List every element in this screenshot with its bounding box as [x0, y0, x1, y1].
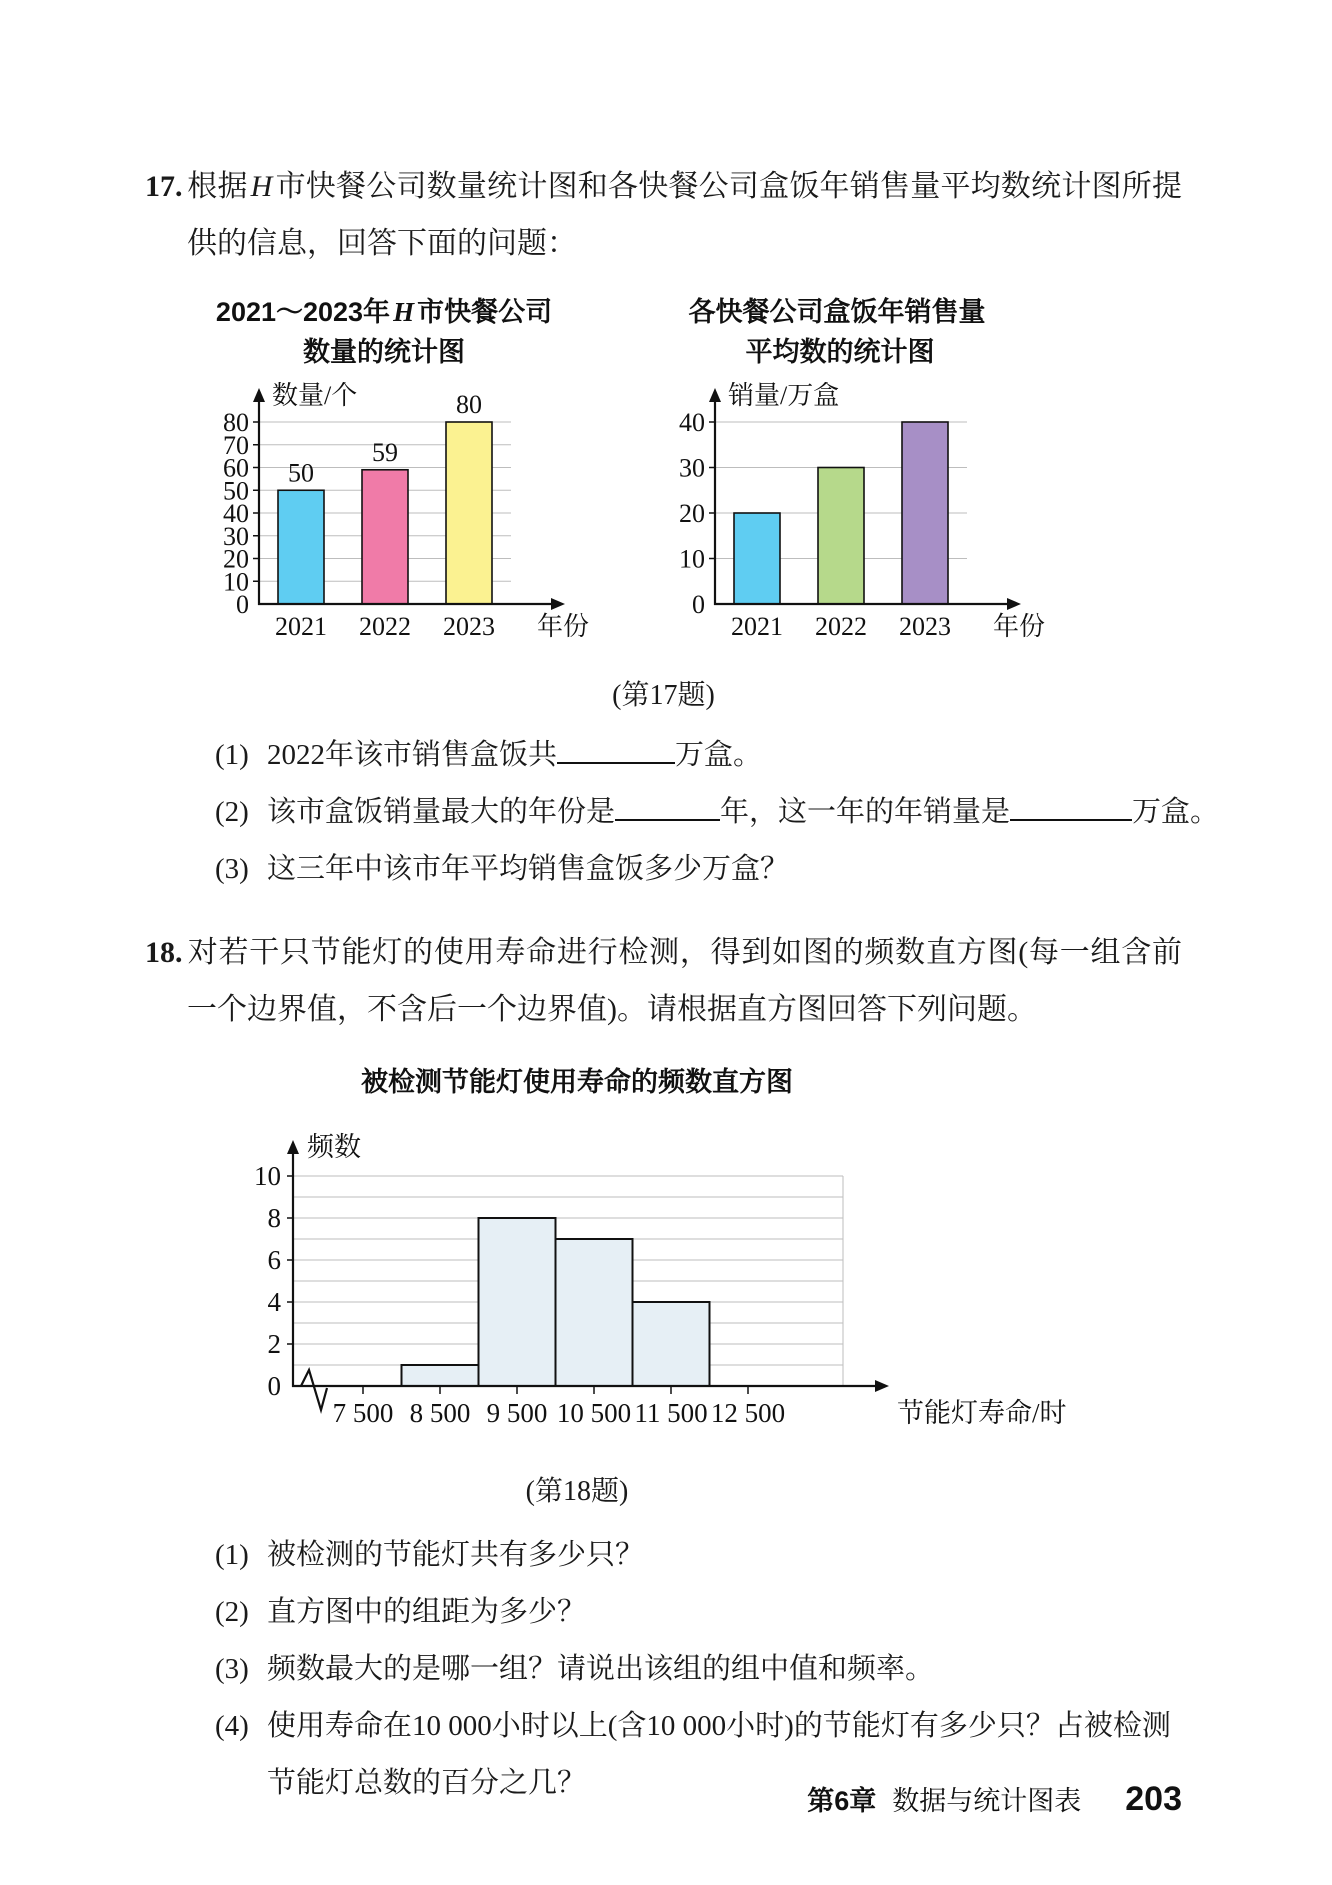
- svg-text:年份: 年份: [537, 612, 590, 641]
- problem-17-variable: H: [250, 170, 273, 203]
- svg-text:60: 60: [223, 453, 249, 483]
- svg-text:30: 30: [679, 453, 705, 483]
- answer-blank: [1010, 816, 1132, 821]
- svg-text:59: 59: [372, 437, 398, 467]
- svg-text:0: 0: [236, 590, 249, 619]
- svg-text:9 500: 9 500: [486, 1398, 548, 1428]
- lifespan-histogram: [237, 1114, 1182, 1463]
- answer-blank: [557, 759, 675, 764]
- svg-text:50: 50: [288, 458, 314, 488]
- svg-text:40: 40: [223, 499, 249, 528]
- svg-text:2023: 2023: [443, 612, 495, 641]
- svg-text:8: 8: [267, 1203, 281, 1233]
- problem-17-charts: [203, 292, 1182, 663]
- figure-avg-sales: [659, 292, 1071, 663]
- svg-text:0: 0: [692, 590, 705, 619]
- svg-text:80: 80: [456, 390, 482, 419]
- question-17-1: (1) 2022年该市销售盒饭共 万盒。: [215, 739, 763, 771]
- avg-sales-bar-chart: [659, 382, 1071, 663]
- svg-text:50: 50: [223, 476, 249, 506]
- problem-17-intro: [145, 158, 1182, 272]
- svg-text:40: 40: [679, 408, 705, 437]
- histogram-title: 被检测节能灯使用寿命的频数直方图: [361, 1067, 793, 1097]
- question-18-1: (1) 被检测的节能灯共有多少只？: [215, 1539, 645, 1571]
- svg-text:10: 10: [254, 1161, 281, 1191]
- question-17-3: (3) 这三年中该市年平均销售盒饭多少万盒？: [215, 853, 790, 885]
- figure-caption-18: (第18题): [525, 1476, 629, 1507]
- svg-text:11 500: 11 500: [634, 1398, 708, 1428]
- problem-18: [145, 924, 1182, 1812]
- problem-17-intro-post: 市快餐公司数量统计图和各快餐公司盒饭年销售量平均数统计图所提供的信息，回答下面的问题：: [187, 170, 1183, 260]
- page-number: 203: [1125, 1780, 1182, 1818]
- svg-text:4: 4: [267, 1287, 281, 1317]
- problem-17: [145, 158, 1220, 898]
- svg-text:30: 30: [223, 521, 249, 551]
- svg-text:2: 2: [267, 1329, 281, 1359]
- question-18-3: (3) 频数最大的是哪一组？请说出该组的组中值和频率。: [215, 1653, 935, 1685]
- svg-text:数量/个: 数量/个: [272, 382, 358, 410]
- chart-title-company-count: 2021～2023年 H 市快餐公司 数量的统计图: [215, 297, 553, 367]
- svg-text:20: 20: [223, 544, 249, 574]
- problem-17-intro-pre: 根据: [187, 170, 248, 203]
- svg-text:2022: 2022: [359, 612, 411, 641]
- page-footer: [807, 1779, 1182, 1819]
- svg-text:80: 80: [223, 408, 249, 437]
- svg-text:频数: 频数: [307, 1132, 361, 1162]
- problem-18-number: 18.: [145, 936, 183, 969]
- question-18-4: (4) 使用寿命在10 000小时以上(含10 000小时)的节能灯有多少只？占被检测节能灯总数的百分之几？: [215, 1710, 1171, 1799]
- answer-blank: [615, 816, 720, 821]
- chart-title-avg-sales: 各快餐公司盒饭年销售量 平均数的统计图: [688, 297, 986, 367]
- svg-text:销量/万盒: 销量/万盒: [728, 382, 840, 410]
- svg-text:10 500: 10 500: [556, 1398, 632, 1428]
- svg-text:7 500: 7 500: [332, 1398, 394, 1428]
- svg-text:节能灯寿命/时: 节能灯寿命/时: [897, 1398, 1067, 1428]
- problem-17-questions: [215, 727, 1220, 898]
- question-18-2: (2) 直方图中的组距为多少？: [215, 1596, 587, 1628]
- svg-text:20: 20: [679, 499, 705, 528]
- svg-text:70: 70: [223, 430, 249, 460]
- svg-text:10: 10: [223, 567, 249, 597]
- company-count-bar-chart: [203, 382, 615, 663]
- svg-text:8 500: 8 500: [409, 1398, 471, 1428]
- svg-text:2023: 2023: [899, 612, 951, 641]
- svg-text:2021: 2021: [275, 612, 327, 641]
- chapter-title: 数据与统计图表: [892, 1786, 1082, 1816]
- svg-text:12 500: 12 500: [710, 1398, 786, 1428]
- svg-text:年份: 年份: [993, 612, 1046, 641]
- svg-text:10: 10: [679, 544, 705, 574]
- svg-text:0: 0: [267, 1371, 281, 1401]
- figure-company-count: [203, 292, 615, 663]
- svg-text:6: 6: [267, 1245, 281, 1275]
- problem-18-chart: [237, 1062, 1182, 1509]
- svg-text:2021: 2021: [731, 612, 783, 641]
- problem-18-questions: [215, 1527, 1182, 1812]
- chapter-label: 第6章: [807, 1786, 877, 1816]
- problem-17-number: 17.: [145, 170, 183, 203]
- problem-18-intro: 18. 对若干只节能灯的使用寿命进行检测，得到如图的频数直方图(每一组含前一个边界值，不含后一个边界值)。请根据直方图回答下列问题。: [145, 924, 1182, 1038]
- figure-caption-17: (第17题): [612, 680, 715, 711]
- question-17-2: (2) 该市盒饭销量最大的年份是 年，这一年的年销量是 万盒。: [215, 796, 1220, 828]
- svg-text:2022: 2022: [815, 612, 867, 641]
